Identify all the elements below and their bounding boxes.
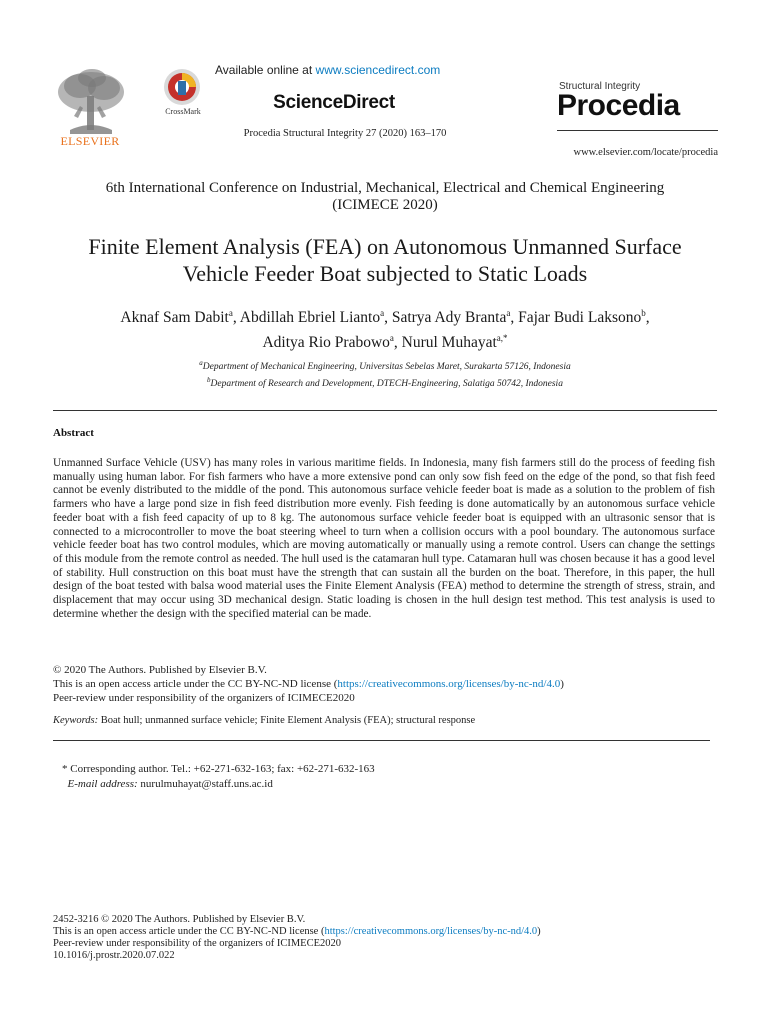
author-affiliation-sup: a	[506, 308, 511, 318]
conference-line-1: 6th International Conference on Industrial, Mechanical, Electrical and Chemical Engineering	[105, 180, 665, 196]
corresponding-line: * Corresponding author. Tel.: +62-271-632-163; fax: +62-271-632-163	[62, 763, 375, 775]
author-name: Fajar Budi Laksono	[518, 309, 642, 327]
author-name: Aditya Rio Prabowo	[262, 334, 390, 352]
procedia-subtitle: Structural Integrity	[559, 81, 641, 92]
procedia-wordmark: Procedia	[557, 89, 680, 122]
affiliation-sup: b	[207, 376, 211, 385]
footer-license-prefix: This is an open access article under the CC BY-NC-ND license (	[53, 926, 325, 937]
author-name: Aknaf Sam Dabit	[120, 309, 229, 327]
crossmark-label: CrossMark	[165, 107, 201, 116]
license-suffix: )	[560, 678, 564, 690]
author-list	[40, 303, 730, 353]
copyright-line: © 2020 The Authors. Published by Elsevier B.V.	[53, 664, 267, 676]
keywords-line	[53, 715, 715, 726]
affiliation-a	[40, 357, 730, 374]
author-name: Nurul Muhayat	[401, 334, 497, 352]
elsevier-wordmark: ELSEVIER	[60, 134, 120, 148]
license-link[interactable]: https://creativecommons.org/licenses/by-nc-nd/4.0	[337, 678, 561, 690]
footer-license-suffix: )	[537, 926, 541, 937]
footer-issn: 2452-3216 © 2020 The Authors. Published by Elsevier B.V.	[53, 914, 306, 925]
affiliation-sup: a	[199, 359, 203, 367]
title-line-2: Vehicle Feeder Boat subjected to Static Loads	[182, 261, 588, 286]
abstract-heading: Abstract	[53, 427, 94, 439]
title-line-1: Finite Element Analysis (FEA) on Autonomous Unmanned Surface	[88, 234, 682, 259]
affiliation-text: Department of Mechanical Engineering, Universitas Sebelas Maret, Surakarta 57126, Indonesia	[202, 362, 571, 373]
affiliations	[40, 357, 730, 391]
email-line	[62, 777, 662, 792]
author-name: Abdillah Ebriel Lianto	[239, 309, 381, 327]
abstract-divider	[53, 740, 710, 741]
page-footer	[53, 914, 715, 962]
affiliation-b	[40, 374, 730, 391]
keywords-label: Keywords:	[53, 715, 99, 726]
author-affiliation-sup: a,*	[496, 333, 508, 344]
author-affiliation-sup: a	[228, 308, 233, 318]
license-prefix: This is an open access article under the CC BY-NC-ND license (	[53, 678, 338, 690]
available-prefix: Available online at	[215, 63, 316, 77]
author-line-2: Aditya Rio Prabowo$^a$, Nurul Muhayat$^{a,*}$	[262, 333, 508, 352]
journal-citation: Procedia Structural Integrity 27 (2020) 163–170	[243, 128, 447, 139]
author-line-1: Aknaf Sam Dabit$^a$, Abdillah Ebriel Lianto$^a$, Satrya Ady Branta$^a$, Fajar Budi Laksono$^b$,	[120, 308, 650, 327]
crossmark-icon[interactable]	[163, 68, 201, 106]
author-affiliation-sup: a	[380, 308, 385, 318]
email-label: E-mail address:	[67, 778, 138, 790]
conference-name	[40, 180, 730, 214]
footer-license-link[interactable]: https://creativecommons.org/licenses/by-nc-nd/4.0	[324, 926, 538, 937]
author-affiliation-sup: a	[389, 333, 394, 344]
corresponding-author	[62, 762, 662, 792]
conference-line-2: (ICIMECE 2020)	[332, 197, 438, 213]
author-name: Satrya Ady Branta	[391, 309, 507, 327]
peer-review-line: Peer-review under responsibility of the organizers of ICIMECE2020	[53, 692, 355, 704]
keywords-text: Boat hull; unmanned surface vehicle; Finite Element Analysis (FEA); structural response	[98, 715, 476, 726]
abstract-body: Unmanned Surface Vehicle (USV) has many roles in various maritime fields. In Indonesia, many fish farmers still do the process of feeding fish manually using human labor. For fish farmers who have a more extensive pond can only sow fish feed on the edge of the pond, so that fish feed cannot be evenly distributed to the middle of the pond. This autonomous surface vehicle feeder boat is made as a solution to the problem of fish farmers who have a large pond size in fish feed distribution more evenly. Fish feeding is done automatically by an autonomous surface vehicle feeder boat with a fish feed capacity of up to 8 kg. The autonomous surface vehicle feeder boat is equipped with an ultrasonic sensor that is connected to a microcontroller to move the boat steering wheel to turn when a collision occurs with a pool boundary. The autonomous surface vehicle feeder boat has two control modules, which are moving automatically or manually using a remote control. Users can change the settings of this module from the remote control as needed. The hull used is the catamaran hull type. Catamaran hull was chosen because it has a good level of stability. Hull construction on this boat must have the strength that can sustain all the burden on the boat. Therefore, in this paper, the hull design of the boat tested with balsa wood material uses the Finite Element Analysis (FEA) method to determine the strength of stress, strain, and displacement that may occur using 3D mechanical design. Static loading is chosen in the hull design test method. This test analysis is used to determine whether the design with the specified material can be made.	[53, 457, 715, 620]
email-address[interactable]: nurulmuhayat@staff.uns.ac.id	[137, 778, 273, 790]
header-divider	[53, 410, 717, 411]
available-online-text	[215, 63, 515, 77]
license-line	[53, 677, 715, 691]
author-affiliation-sup: b	[641, 308, 646, 318]
sciencedirect-link[interactable]: www.sciencedirect.com	[315, 63, 441, 77]
footer-license	[53, 926, 715, 938]
paper-title	[40, 233, 730, 287]
sciencedirect-wordmark: ScienceDirect	[273, 92, 395, 113]
copyright-block	[53, 663, 715, 705]
footer-doi[interactable]: 10.1016/j.prostr.2020.07.022	[53, 950, 175, 961]
affiliation-text: Department of Research and Development, DTECH-Engineering, Salatiga 50742, Indonesia	[210, 379, 563, 390]
footer-peer-review: Peer-review under responsibility of the organizers of ICIMECE2020	[53, 938, 341, 949]
procedia-url[interactable]: www.elsevier.com/locate/procedia	[573, 147, 718, 158]
